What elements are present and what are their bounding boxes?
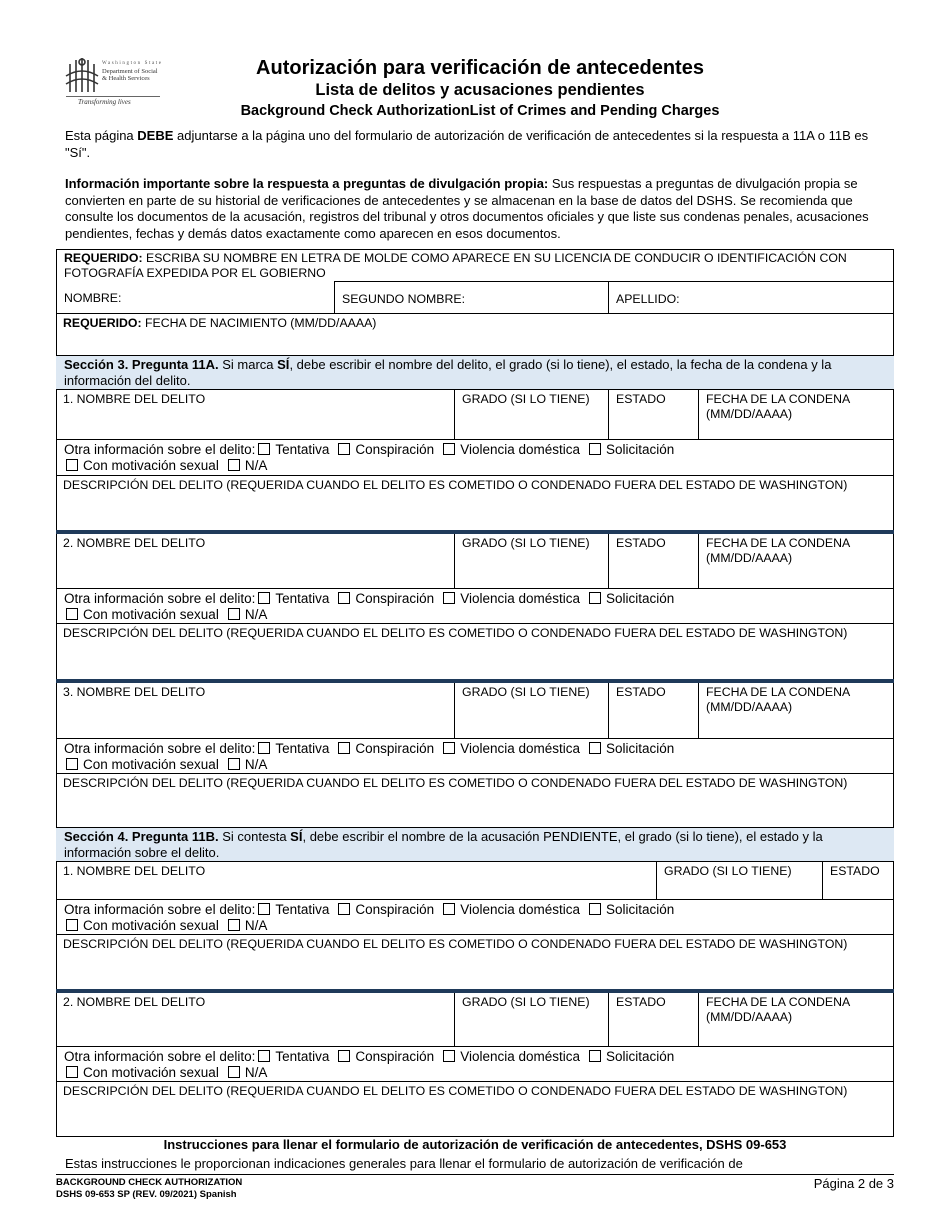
conspiracy-checkbox[interactable] (338, 742, 350, 754)
sexual-motivation-checkbox[interactable] (66, 608, 78, 620)
conspiracy-checkbox[interactable] (338, 592, 350, 604)
crime-name-field[interactable]: 1. NOMBRE DEL DELITO (56, 389, 454, 439)
conviction-date-field[interactable]: FECHA DE LA CONDENA (MM/DD/AAAA) (698, 534, 894, 588)
conspiracy-checkbox[interactable] (338, 1050, 350, 1062)
form-number: DSHS 09-653 SP (REV. 09/2021) Spanish (56, 1189, 237, 1200)
pending-charge-name-field[interactable]: 2. NOMBRE DEL DELITO (63, 995, 206, 1009)
sexual-motivation-checkbox[interactable] (66, 1066, 78, 1078)
other-info-checkboxes: Otra información sobre el delito: Tentativa Conspiración Violencia doméstica Solicitación Con motivación sexual N/A (56, 899, 894, 934)
domestic-violence-checkbox[interactable] (443, 903, 455, 915)
logo-tagline: Transforming lives (78, 98, 131, 106)
instructions-title: Instrucciones para llenar el formulario de autorización de verificación de antecedentes, DSHS 09-653 (163, 1137, 787, 1152)
dshs-emblem-icon (64, 56, 100, 94)
conspiracy-checkbox[interactable] (338, 903, 350, 915)
section-3-header: Sección 3. Pregunta 11A. Si marca SÍ, debe escribir el nombre del delito, el grado (si lo tiene), el estado, la fecha de la condena y la información del delito. (56, 355, 894, 389)
domestic-violence-checkbox[interactable] (443, 443, 455, 455)
other-info-checkboxes: Otra información sobre el delito: Tentativa Conspiración Violencia doméstica Solicitación Con motivación sexual N/A (56, 738, 894, 773)
conviction-date-field[interactable]: FECHA DE LA CONDENA (MM/DD/AAAA) (698, 683, 894, 738)
section-4-header: Sección 4. Pregunta 11B. Si contesta SÍ, debe escribir el nombre de la acusación PENDIENTE, el grado (si lo tiene), el estado y la información sobre el delito. (56, 827, 894, 861)
solicitation-checkbox[interactable] (589, 443, 601, 455)
attempt-checkbox[interactable] (258, 742, 270, 754)
intro-paragraph-1: Esta página DEBE adjuntarse a la página uno del formulario de autorización de verificación de antecedentes si la respuesta a 11A o 11B es "Sí". (65, 128, 869, 160)
attempt-checkbox[interactable] (258, 443, 270, 455)
intro-paragraph-2: Información importante sobre la respuesta a preguntas de divulgación propia: Sus respuestas a preguntas de divulgación propia se convierten en parte de su historial de verificaciones de antecedentes y se almacenan en la base de datos del DSHS. Se recomienda que consulte los documentos de la acusación, registros del tribunal y otros documentos oficiales y que liste sus condenas penales, acusaciones pendientes, fechas y demás datos exactamente como aparecen en esos documentos. (65, 176, 869, 241)
state-field[interactable]: ESTADO (608, 683, 698, 738)
other-info-checkboxes: Otra información sobre el delito: Tentativa Conspiración Violencia doméstica Solicitación Con motivación sexual N/A (56, 1046, 894, 1081)
date-of-birth-field[interactable]: REQUERIDO: FECHA DE NACIMIENTO (MM/DD/AAAA) (56, 313, 894, 355)
logo-agency-name: Washington State Department of Social & Health Services (102, 61, 163, 82)
crime-description-field[interactable]: DESCRIPCIÓN DEL DELITO (REQUERIDA CUANDO EL DELITO ES COMETIDO O CONDENADO FUERA DEL ESTADO DE WASHINGTON) (56, 1081, 894, 1137)
page-subtitle: Lista de delitos y acusaciones pendientes (315, 81, 645, 99)
crime-name-field[interactable]: 3. NOMBRE DEL DELITO (63, 685, 206, 699)
crime-name-field[interactable]: 2. NOMBRE DEL DELITO (63, 536, 206, 550)
first-name-field[interactable]: NOMBRE: (56, 281, 334, 313)
conviction-date-field[interactable]: FECHA DE LA CONDENA (MM/DD/AAAA) (698, 389, 894, 439)
page-title-english: Background Check AuthorizationList of Crimes and Pending Charges (240, 103, 720, 119)
crime-description-field[interactable]: DESCRIPCIÓN DEL DELITO (REQUERIDA CUANDO EL DELITO ES COMETIDO O CONDENADO FUERA DEL ESTADO DE WASHINGTON) (56, 623, 894, 679)
page-title: Autorización para verificación de antecedentes (256, 57, 704, 79)
attempt-checkbox[interactable] (258, 903, 270, 915)
sexual-motivation-checkbox[interactable] (66, 919, 78, 931)
sexual-motivation-checkbox[interactable] (66, 459, 78, 471)
state-field[interactable]: ESTADO (608, 389, 698, 439)
last-name-field[interactable]: APELLIDO: (608, 281, 894, 313)
grade-field[interactable]: GRADO (SI LO TIENE) (454, 683, 608, 738)
conviction-date-field[interactable]: FECHA DE LA CONDENA (MM/DD/AAAA) (698, 993, 894, 1046)
na-checkbox[interactable] (228, 1066, 240, 1078)
middle-name-field[interactable]: SEGUNDO NOMBRE: (334, 281, 608, 313)
na-checkbox[interactable] (228, 459, 240, 471)
domestic-violence-checkbox[interactable] (443, 742, 455, 754)
na-checkbox[interactable] (228, 608, 240, 620)
grade-field[interactable]: GRADO (SI LO TIENE) (454, 534, 608, 588)
state-field[interactable]: ESTADO (822, 861, 894, 899)
crime-description-field[interactable]: DESCRIPCIÓN DEL DELITO (REQUERIDA CUANDO EL DELITO ES COMETIDO O CONDENADO FUERA DEL ESTADO DE WASHINGTON) (56, 475, 894, 530)
page-number: Página 2 de 3 (813, 1176, 894, 1191)
crime-description-field[interactable]: DESCRIPCIÓN DEL DELITO (REQUERIDA CUANDO EL DELITO ES COMETIDO O CONDENADO FUERA DEL ESTADO DE WASHINGTON) (56, 773, 894, 827)
crime-description-field[interactable]: DESCRIPCIÓN DEL DELITO (REQUERIDA CUANDO EL DELITO ES COMETIDO O CONDENADO FUERA DEL ESTADO DE WASHINGTON) (56, 934, 894, 989)
sexual-motivation-checkbox[interactable] (66, 758, 78, 770)
solicitation-checkbox[interactable] (589, 1050, 601, 1062)
other-info-checkboxes: Otra información sobre el delito: Tentativa Conspiración Violencia doméstica Solicitación Con motivación sexual N/A (56, 588, 894, 623)
na-checkbox[interactable] (228, 758, 240, 770)
domestic-violence-checkbox[interactable] (443, 1050, 455, 1062)
grade-field[interactable]: GRADO (SI LO TIENE) (454, 389, 608, 439)
name-requirement: REQUERIDO: ESCRIBA SU NOMBRE EN LETRA DE MOLDE COMO APARECE EN SU LICENCIA DE CONDUCIR O IDENTIFICACIÓN CON FOTOGRAFÍA EXPEDIDA POR EL GOBIERNO (56, 249, 894, 281)
solicitation-checkbox[interactable] (589, 742, 601, 754)
pending-charge-name-field[interactable]: 1. NOMBRE DEL DELITO (56, 861, 656, 899)
domestic-violence-checkbox[interactable] (443, 592, 455, 604)
other-info-checkboxes: Otra información sobre el delito: Tentativa Conspiración Violencia doméstica Solicitación Con motivación sexual N/A (56, 439, 894, 475)
solicitation-checkbox[interactable] (589, 903, 601, 915)
footer-divider (56, 1174, 894, 1175)
form-name: BACKGROUND CHECK AUTHORIZATION (56, 1177, 243, 1188)
instructions-text: Estas instrucciones le proporcionan indicaciones generales para llenar el formulario de autorización de verificación de (65, 1156, 743, 1171)
state-field[interactable]: ESTADO (608, 534, 698, 588)
attempt-checkbox[interactable] (258, 592, 270, 604)
dshs-logo (64, 56, 162, 110)
solicitation-checkbox[interactable] (589, 592, 601, 604)
na-checkbox[interactable] (228, 919, 240, 931)
grade-field[interactable]: GRADO (SI LO TIENE) (454, 993, 608, 1046)
state-field[interactable]: ESTADO (608, 993, 698, 1046)
conspiracy-checkbox[interactable] (338, 443, 350, 455)
attempt-checkbox[interactable] (258, 1050, 270, 1062)
grade-field[interactable]: GRADO (SI LO TIENE) (656, 861, 822, 899)
